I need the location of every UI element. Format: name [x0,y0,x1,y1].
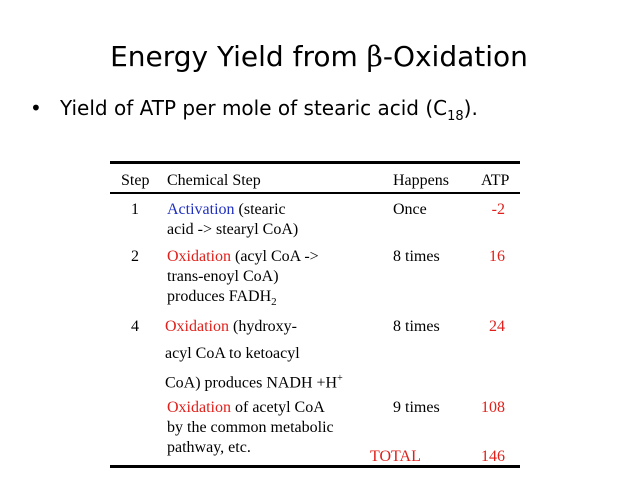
row-chemical-line2: acyl CoA to ketoacyl [165,345,300,362]
bullet-end: ). [463,96,478,120]
row-term-rest: of acetyl CoA [231,399,325,416]
title-beta-symbol: β [366,40,383,73]
row-term: Oxidation [167,248,231,265]
row-atp: -2 [491,201,505,218]
row-happens: 9 times [393,399,440,416]
row-line3-text: CoA) produces NADH +H [165,374,338,392]
row-chemical-line1 [165,317,297,337]
bullet-subscript: 18 [447,109,464,124]
row-line3-text: produces FADH [167,288,272,305]
row-chemical-line2: by the common metabolic [167,419,334,436]
row-term: Oxidation [165,318,229,335]
row-step: 1 [131,201,139,218]
header-step: Step [121,172,150,189]
bullet-icon: • [30,96,42,120]
row-chemical-line1 [167,398,325,418]
row-happens: Once [393,201,427,218]
row-term-rest: (hydroxy- [229,318,297,335]
row-chemical-line3 [167,287,277,312]
bullet-point [30,96,478,124]
row-step: 2 [131,248,139,265]
row-chemical-line2: trans-enoyl CoA) [167,268,279,285]
row-atp: 16 [489,248,505,265]
row-happens: 8 times [393,318,440,335]
row-chemical-line2: acid -> stearyl CoA) [167,221,299,238]
row-atp: 24 [489,318,505,335]
title-suffix: -Oxidation [382,40,528,73]
table-top-rule [110,161,520,164]
header-happens: Happens [393,172,449,189]
row-line3-superscript: + [337,373,343,384]
row-term-rest: (acyl CoA -> [231,248,319,265]
title-prefix: Energy Yield from [110,40,367,73]
row-term: Activation [167,201,235,218]
table-header-rule [110,192,520,194]
row-step: 4 [131,318,139,335]
row-happens: 8 times [393,248,440,265]
row-chemical-line3: pathway, etc. [167,439,251,456]
bullet-text: Yield of ATP per mole of stearic acid (C [60,96,448,120]
slide-title [0,40,638,73]
row-term-rest: (stearic [234,201,286,218]
table-bottom-rule [110,465,520,468]
row-chemical-line1 [167,200,286,220]
total-label: TOTAL [370,448,421,465]
total-value: 146 [481,448,505,465]
row-atp: 108 [481,399,505,416]
row-line3-subscript: 2 [271,296,277,309]
header-atp: ATP [481,172,510,189]
header-chemical-step: Chemical Step [167,172,261,189]
row-chemical-line3 [165,369,343,393]
row-chemical-line1 [167,247,319,267]
row-term: Oxidation [167,399,231,416]
